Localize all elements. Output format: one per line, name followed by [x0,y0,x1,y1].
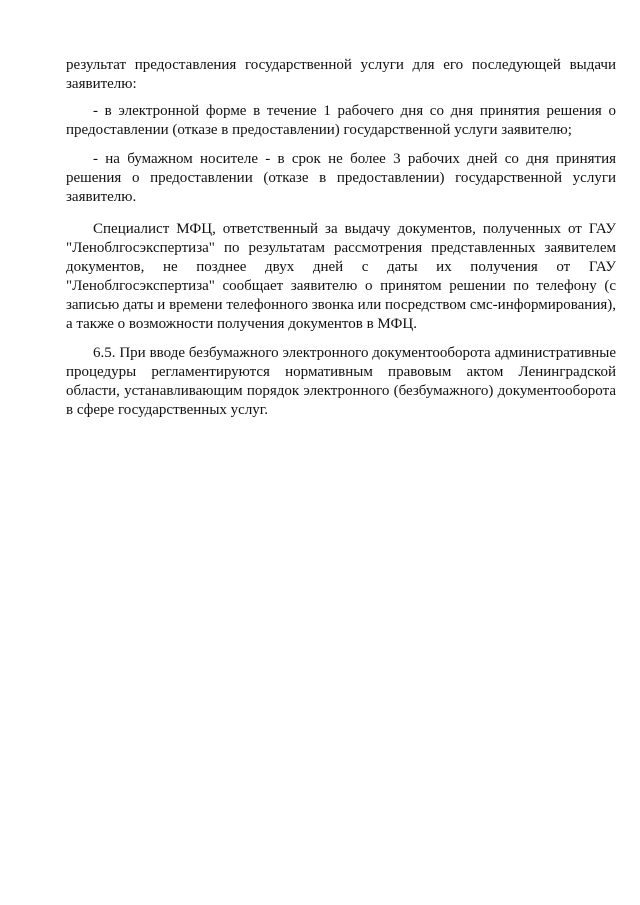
paragraph-electronic-form: - в электронной форме в течение 1 рабочего дня со дня принятия решения о предоставлении (отказе в предоставлении) государственной услуги заявителю; [66,103,616,138]
paragraph-paper-form: - на бумажном носителе - в срок не более 3 рабочих дней со дня принятия решения о предоставлении (отказе в предоставлении) государственной услуги заявителю. [66,151,616,205]
paragraph-section-6-5: 6.5. При вводе безбумажного электронного документооборота административные процедуры регламентируются нормативным правовым актом Ленинградской области, устанавливающим порядок электронного (безбумажного) документооборота в сфере государственных услуг. [66,345,616,418]
paragraph-result-delivery: результат предоставления государственной услуги для его последующей выдачи заявителю: [66,57,616,92]
paragraph-mfc-specialist: Специалист МФЦ, ответственный за выдачу документов, полученных от ГАУ "Леноблгосэкспертиза" по результатам рассмотрения представленных заявителем документов, не позднее двух дней с даты их получения от ГАУ "Леноблгосэкспертиза" сообщает заявителю о принятом решении по телефону (с записью даты и времени телефонного звонка или посредством смс-информирования), а также о возможности получения документов в МФЦ. [66,221,616,332]
document-body [66,56,616,420]
